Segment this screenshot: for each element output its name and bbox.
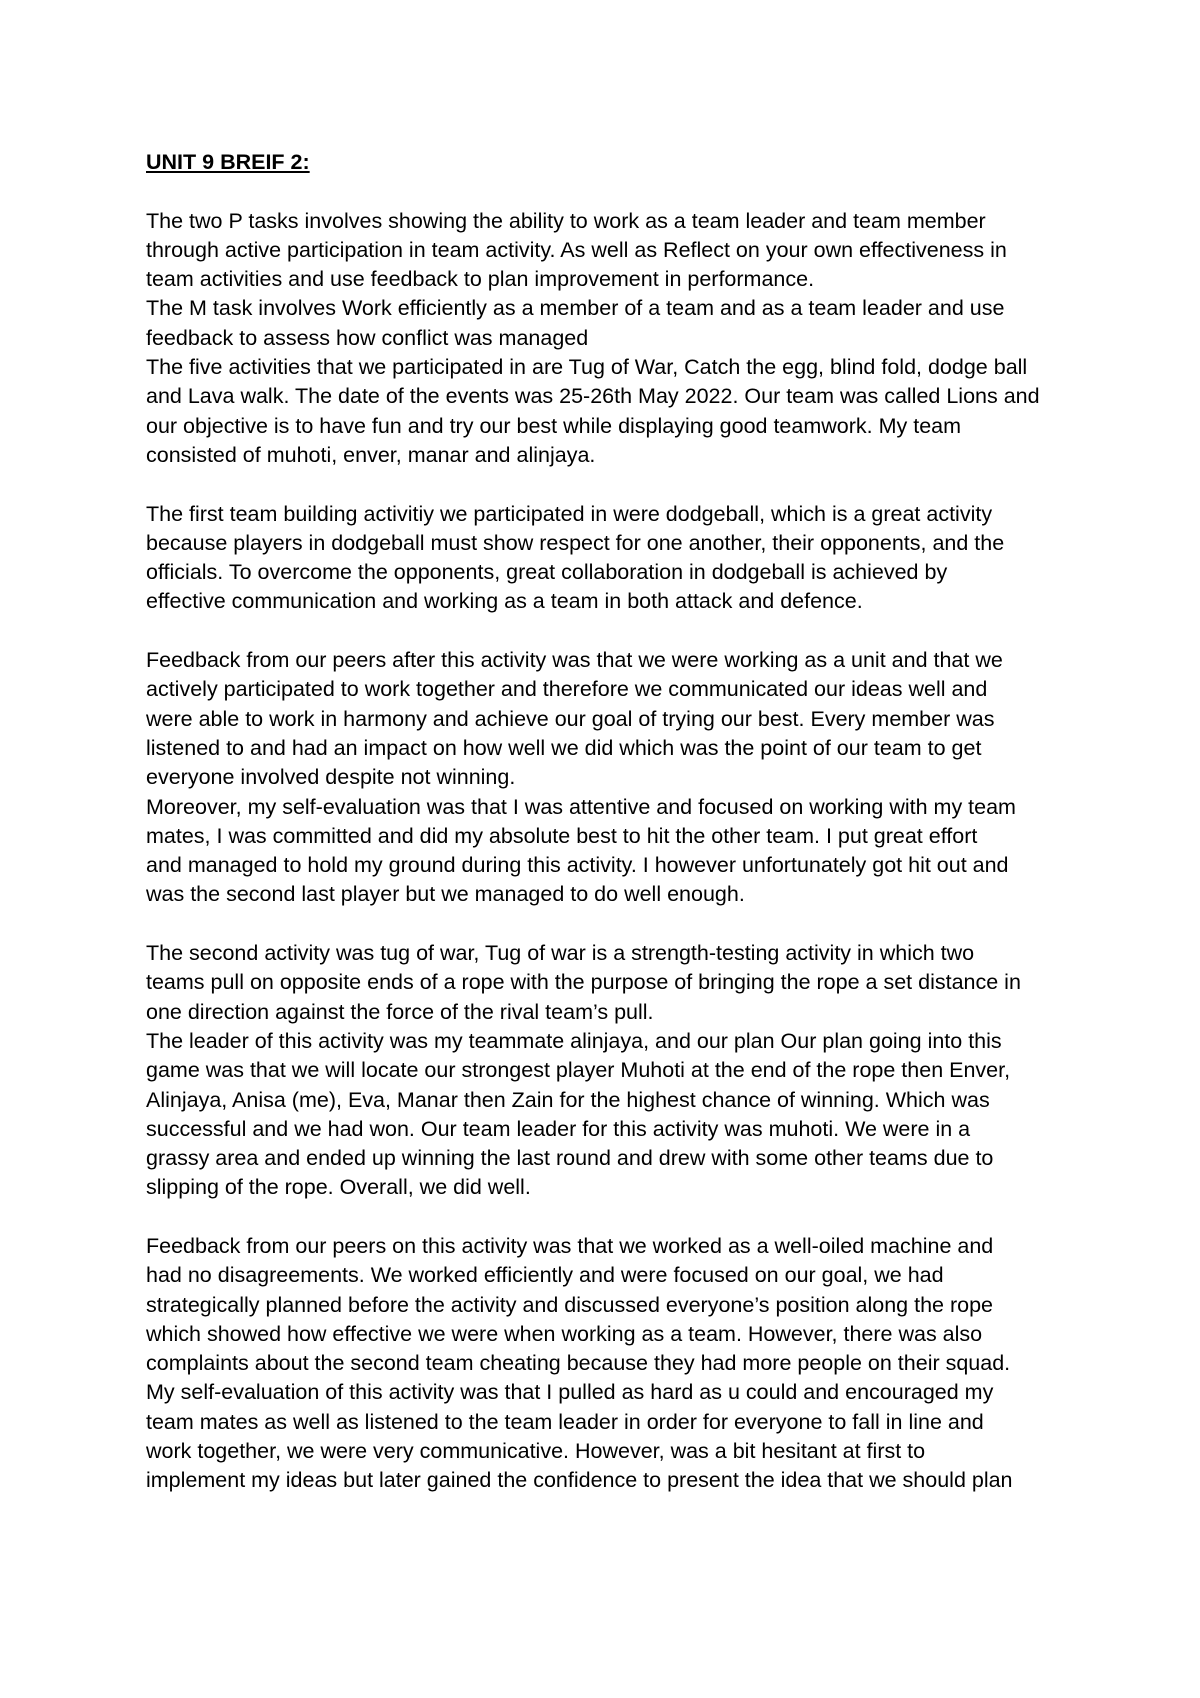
text-line: implement my ideas but later gained the confidence to present the idea that we should plan [146,1468,1013,1493]
text-line: work together, we were very communicative. However, was a bit hesitant at first to [146,1439,926,1464]
text-line: everyone involved despite not winning. [146,765,516,790]
text-line: team activities and use feedback to plan improvement in performance. [146,267,815,292]
text-line: successful and we had won. Our team leader for this activity was muhoti. We were in a [146,1116,971,1141]
text-line: Moreover, my self-evaluation was that I was attentive and focused on working with my team [146,794,1016,819]
text-line: which showed how effective we were when working as a team. However, there was also [146,1321,983,1346]
text-line: and Lava walk. The date of the events was 25-26th May 2022. Our team was called Lions and [146,384,1040,409]
paragraph-intro-p-tasks [146,207,1076,295]
paragraph-tug-of-war-self-evaluation [146,1378,1076,1495]
text-line: slipping of the rope. Overall, we did well. [146,1175,531,1200]
text-line: The M task involves Work efficiently as a member of a team and as a team leader and use [146,296,1005,321]
text-line: grassy area and ended up winning the last round and drew with some other teams due to [146,1146,994,1171]
text-line: The two P tasks involves showing the ability to work as a team leader and team member [146,208,986,233]
paragraph-activities [146,353,1076,470]
text-line: one direction against the force of the rival team’s pull. [146,999,654,1024]
text-line: listened to and had an impact on how well we did which was the point of our team to get [146,735,982,760]
text-line: The first team building activitiy we participated in were dodgeball, which is a great activity [146,501,993,526]
text-line: through active participation in team activity. As well as Reflect on your own effectiveness in [146,237,1007,262]
text-line: teams pull on opposite ends of a rope with the purpose of bringing the rope a set distance in [146,970,1021,995]
text-line: mates, I was committed and did my absolute best to hit the other team. I put great effort [146,823,978,848]
paragraph-spacer [146,470,1076,499]
text-line: game was that we will locate our strongest player Muhoti at the end of the rope then Enver, [146,1058,1011,1083]
text-line: Feedback from our peers on this activity was that we worked as a well-oiled machine and [146,1233,994,1258]
paragraph-spacer [146,617,1076,646]
text-line: The leader of this activity was my teammate alinjaya, and our plan Our plan going into this [146,1028,1002,1053]
text-line: actively participated to work together and therefore we communicated our ideas well and [146,677,988,702]
text-line: The second activity was tug of war, Tug of war is a strength-testing activity in which two [146,941,975,966]
paragraph-tug-of-war-plan [146,1027,1076,1203]
document-body [146,148,1076,1496]
text-line: complaints about the second team cheating because they had more people on their squad. [146,1351,1011,1376]
paragraph-m-task [146,294,1076,353]
text-line: Alinjaya, Anisa (me), Eva, Manar then Zain for the highest chance of winning. Which was [146,1087,990,1112]
text-line: consisted of muhoti, enver, manar and alinjaya. [146,442,596,467]
text-line: My self-evaluation of this activity was that I pulled as hard as u could and encouraged my [146,1380,994,1405]
paragraph-dodgeball-self-evaluation [146,793,1076,910]
text-line: officials. To overcome the opponents, great collaboration in dodgeball is achieved by [146,560,948,585]
text-line: Feedback from our peers after this activity was that we were working as a unit and that we [146,648,1003,673]
text-line: was the second last player but we managed to do well enough. [146,882,745,907]
document-title: UNIT 9 BREIF 2: [146,150,310,174]
paragraph-tug-of-war-feedback [146,1232,1076,1378]
paragraph-dodgeball-feedback [146,646,1076,792]
paragraph-spacer [146,910,1076,939]
text-line: feedback to assess how conflict was managed [146,325,589,350]
text-line: effective communication and working as a team in both attack and defence. [146,589,863,614]
text-line: The five activities that we participated in are Tug of War, Catch the egg, blind fold, dodge ball [146,355,1028,380]
text-line: because players in dodgeball must show respect for one another, their opponents, and the [146,530,1005,555]
text-line: were able to work in harmony and achieve our goal of trying our best. Every member was [146,706,995,731]
text-line: had no disagreements. We worked efficiently and were focused on our goal, we had [146,1263,944,1288]
paragraph-spacer [146,1203,1076,1232]
text-line: strategically planned before the activity and discussed everyone’s position along the rope [146,1292,993,1317]
text-line: team mates as well as listened to the team leader in order for everyone to fall in line and [146,1409,984,1434]
text-line: and managed to hold my ground during this activity. I however unfortunately got hit out and [146,853,1009,878]
text-line: our objective is to have fun and try our best while displaying good teamwork. My team [146,413,962,438]
paragraph-tug-of-war [146,939,1076,1027]
paragraph-dodgeball [146,500,1076,617]
